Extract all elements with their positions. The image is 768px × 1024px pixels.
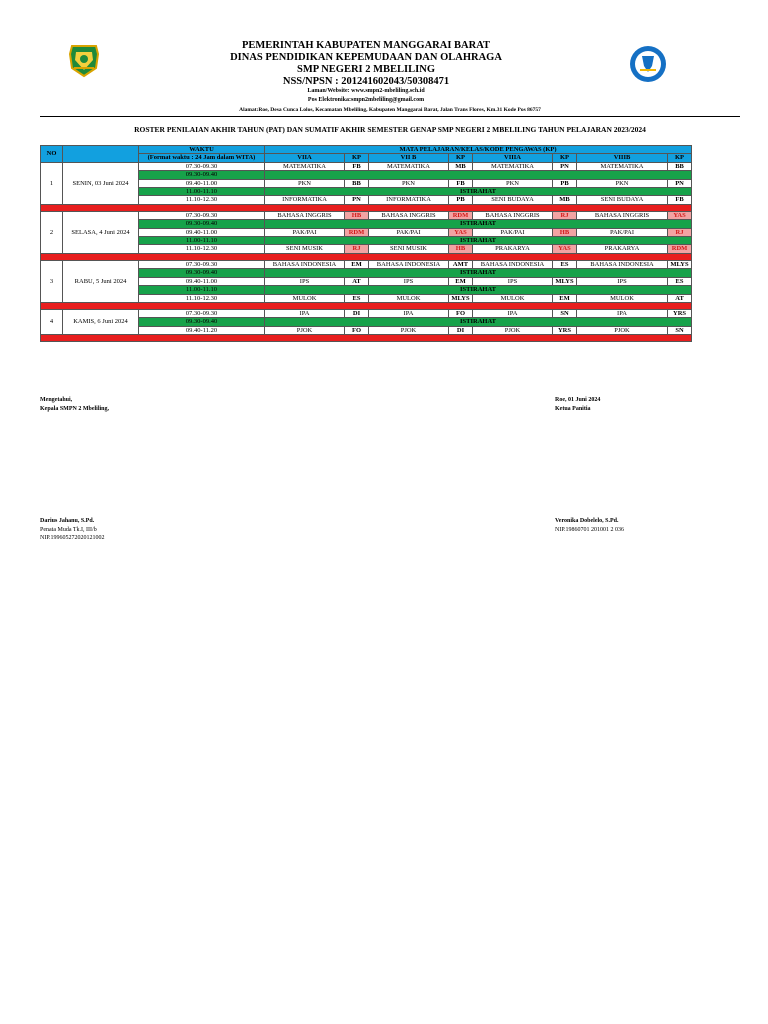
subject-name: IPS (473, 277, 553, 285)
day-separator-row (41, 335, 692, 342)
header-row (41, 146, 692, 154)
day-date: RABU, 5 Juni 2024 (63, 260, 139, 302)
schedule-row (41, 309, 692, 317)
proctor-code: DI (345, 309, 369, 317)
col-day-header (63, 146, 139, 163)
proctor-code: EM (449, 277, 473, 285)
proctor-code: YRS (553, 326, 577, 334)
time-slot: 11.00-11.10 (139, 237, 265, 245)
proctor-code: FB (668, 196, 692, 204)
proctor-code: RJ (668, 228, 692, 236)
time-slot: 07.30-09.30 (139, 211, 265, 219)
subject-name: BAHASA INGGRIS (265, 211, 345, 219)
break-label: ISTIRAHAT (265, 286, 692, 294)
class-header: VIIIA (473, 154, 553, 162)
subject-name: SENI MUSIK (265, 245, 345, 253)
subject-name: BAHASA INGGRIS (577, 211, 668, 219)
subject-name: MATEMATIKA (265, 162, 345, 170)
header-nss-line: NSS/NPSN : 201241602043/50308471 (282, 76, 450, 87)
subject-name: PKN (265, 179, 345, 187)
subject-name: IPA (369, 309, 449, 317)
day-date: KAMIS, 6 Juni 2024 (63, 309, 139, 334)
schedule-row (41, 269, 692, 277)
proctor-code: RJ (553, 211, 577, 219)
day-date: SELASA, 4 Juni 2024 (63, 211, 139, 253)
schedule-row (41, 228, 692, 236)
separator-cell (41, 302, 692, 309)
time-slot: 07.30-09.30 (139, 162, 265, 170)
proctor-code: RDM (668, 245, 692, 253)
roster-table (40, 145, 692, 342)
proctor-code: PN (345, 196, 369, 204)
subject-name: PJOK (577, 326, 668, 334)
time-slot: 09.30-09.40 (139, 269, 265, 277)
day-number: 4 (41, 309, 63, 334)
break-label: ISTIRAHAT (265, 188, 692, 196)
proctor-code: MB (553, 196, 577, 204)
proctor-code: YAS (668, 211, 692, 219)
col-no-header: NO (41, 146, 63, 163)
subject-name: PAK/PAI (369, 228, 449, 236)
subject-name: PKN (577, 179, 668, 187)
subject-name: MULOK (369, 294, 449, 302)
time-slot: 09.30-09.40 (139, 220, 265, 228)
schedule-row (41, 196, 692, 204)
proctor-code: HB (553, 228, 577, 236)
break-label: ISTIRAHAT (265, 237, 692, 245)
right-signature-block (555, 396, 600, 413)
time-slot: 07.30-09.30 (139, 260, 265, 268)
schedule-row (41, 162, 692, 170)
proctor-code: BB (668, 162, 692, 170)
separator-cell (41, 204, 692, 211)
subject-name: BAHASA INGGRIS (473, 211, 553, 219)
document-title: ROSTER PENILAIAN AKHIR TAHUN (PAT) DAN SUMATIF AKHIR SEMESTER GENAP SMP NEGERI 2 MBELILING TAHUN PELAJARAN 2023/2024 (134, 125, 646, 134)
class-header: VIIA (265, 154, 345, 162)
schedule-row (41, 220, 692, 228)
kp-header: KP (668, 154, 692, 162)
time-slot: 09.40-11.20 (139, 326, 265, 334)
subject-name: BAHASA INDONESIA (265, 260, 345, 268)
time-slot: 11.10-12.30 (139, 196, 265, 204)
time-slot: 11.10-12.30 (139, 294, 265, 302)
header-row (41, 154, 692, 162)
proctor-code: AMT (449, 260, 473, 268)
schedule-row (41, 245, 692, 253)
schedule-row (41, 188, 692, 196)
left-sign-title2: Kepala SMPN 2 Mbeliling, (40, 405, 109, 412)
subject-name: BAHASA INDONESIA (577, 260, 668, 268)
proctor-code: HB (449, 245, 473, 253)
subject-name: SENI BUDAYA (577, 196, 668, 204)
day-number: 1 (41, 162, 63, 204)
proctor-code: HB (345, 211, 369, 219)
left-signer-rank: Penata Muda Tk.I, III/b (40, 526, 97, 533)
proctor-code: AT (345, 277, 369, 285)
day-date: SENIN, 03 Juni 2024 (63, 162, 139, 204)
subject-name: IPA (577, 309, 668, 317)
proctor-code: PB (553, 179, 577, 187)
day-separator-row (41, 204, 692, 211)
proctor-code: MB (449, 162, 473, 170)
proctor-code: PB (449, 196, 473, 204)
break-label: ISTIRAHAT (265, 220, 692, 228)
subject-name: PJOK (369, 326, 449, 334)
subject-name: PAK/PAI (473, 228, 553, 236)
break-band (265, 171, 692, 179)
subject-name: PKN (473, 179, 553, 187)
time-slot: 09.30-09.40 (139, 318, 265, 326)
subject-name: MULOK (265, 294, 345, 302)
break-label: ISTIRAHAT (265, 318, 692, 326)
proctor-code: YRS (668, 309, 692, 317)
proctor-code: EM (345, 260, 369, 268)
class-header: VIIIB (577, 154, 668, 162)
col-mapel-header: MATA PELAJARAN/KELAS/KODE PENGAWAS (KP) (265, 146, 692, 154)
right-sign-role: Ketua Panitia (555, 405, 591, 412)
kp-header: KP (345, 154, 369, 162)
right-sign-date: Roe, 01 Juni 2024 (555, 397, 601, 403)
left-sign-title1: Mengetahui, (40, 397, 73, 403)
proctor-code: BB (345, 179, 369, 187)
proctor-code: DI (449, 326, 473, 334)
tut-wuri-handayani-emblem-icon (628, 44, 668, 84)
time-slot: 11.00-11.10 (139, 188, 265, 196)
proctor-code: YAS (553, 245, 577, 253)
proctor-code: MLYS (553, 277, 577, 285)
proctor-code: FB (449, 179, 473, 187)
time-slot: 09.30-09.40 (139, 171, 265, 179)
subject-name: PRAKARYA (473, 245, 553, 253)
subject-name: MULOK (577, 294, 668, 302)
subject-name: PJOK (473, 326, 553, 334)
subject-name: SENI BUDAYA (473, 196, 553, 204)
schedule-row (41, 179, 692, 187)
right-signer-nip: NIP.19860701 201001 2 036 (555, 526, 625, 533)
left-signer-name: Darius Jahanu, S.Pd. (40, 518, 95, 524)
schedule-row (41, 294, 692, 302)
class-header: VII B (369, 154, 449, 162)
break-label: ISTIRAHAT (265, 269, 692, 277)
proctor-code: ES (668, 277, 692, 285)
left-signer-nip: NIP.199605272020121002 (40, 535, 105, 541)
time-slot: 09.40-11.00 (139, 228, 265, 236)
header-divider (40, 116, 740, 117)
proctor-code: RDM (449, 211, 473, 219)
time-slot: 07.30-09.30 (139, 309, 265, 317)
subject-name: MULOK (473, 294, 553, 302)
kp-header: KP (553, 154, 577, 162)
subject-name: PAK/PAI (265, 228, 345, 236)
proctor-code: FO (345, 326, 369, 334)
proctor-code: MLYS (668, 260, 692, 268)
proctor-code: PN (553, 162, 577, 170)
time-slot: 09.40-11.00 (139, 277, 265, 285)
time-slot: 11.10-12.30 (139, 245, 265, 253)
schedule-row (41, 326, 692, 334)
proctor-code: MLYS (449, 294, 473, 302)
proctor-code: YAS (449, 228, 473, 236)
subject-name: BAHASA INGGRIS (369, 211, 449, 219)
schedule-row (41, 260, 692, 268)
header-email-line: Pos Elektronika:smpn2mbeliling@gmail.com (307, 97, 425, 103)
subject-name: BAHASA INDONESIA (369, 260, 449, 268)
subject-name: PRAKARYA (577, 245, 668, 253)
schedule-row (41, 237, 692, 245)
kp-header: KP (449, 154, 473, 162)
subject-name: IPS (265, 277, 345, 285)
schedule-row (41, 318, 692, 326)
time-slot: 09.40-11.00 (139, 179, 265, 187)
separator-cell (41, 335, 692, 342)
proctor-code: AT (668, 294, 692, 302)
subject-name: IPS (369, 277, 449, 285)
schedule-row (41, 171, 692, 179)
header-dept-line: DINAS PENDIDIKAN KEPEMUDAAN DAN OLAHRAGA (230, 52, 502, 63)
proctor-code: RJ (345, 245, 369, 253)
left-signature-block (40, 396, 109, 413)
subject-name: BAHASA INDONESIA (473, 260, 553, 268)
day-number: 2 (41, 211, 63, 253)
subject-name: PKN (369, 179, 449, 187)
header-gov-line: PEMERINTAH KABUPATEN MANGGARAI BARAT (241, 40, 491, 51)
subject-name: MATEMATIKA (369, 162, 449, 170)
proctor-code: ES (553, 260, 577, 268)
left-signer-block (40, 517, 105, 543)
subject-name: INFORMATIKA (265, 196, 345, 204)
proctor-code: FB (345, 162, 369, 170)
subject-name: MATEMATIKA (473, 162, 553, 170)
right-signer-block (555, 517, 624, 534)
proctor-code: FO (449, 309, 473, 317)
day-separator-row (41, 302, 692, 309)
day-number: 3 (41, 260, 63, 302)
proctor-code: ES (345, 294, 369, 302)
time-slot: 11.00-11.10 (139, 286, 265, 294)
regency-emblem-icon (66, 42, 102, 78)
header-website-line: Laman/Website: www.smpn2-mbeliling.sch.id (307, 88, 425, 94)
subject-name: IPA (265, 309, 345, 317)
proctor-code: SN (553, 309, 577, 317)
subject-name: PAK/PAI (577, 228, 668, 236)
subject-name: MATEMATIKA (577, 162, 668, 170)
subject-name: PJOK (265, 326, 345, 334)
col-waktu-note: (Format waktu : 24 Jam dalam WITA) (139, 154, 265, 162)
separator-cell (41, 253, 692, 260)
schedule-row (41, 211, 692, 219)
subject-name: INFORMATIKA (369, 196, 449, 204)
day-separator-row (41, 253, 692, 260)
header-address-line: Alamat:Roe, Desa Cunca Lolos, Kecamatan Mbeliling, Kabupaten Manggarai Barat, Jalan Trans Flores, Km.31 Kode Pos 86757 (239, 107, 541, 113)
right-signer-name: Veronika Dobelelo, S.Pd. (555, 518, 619, 524)
subject-name: IPS (577, 277, 668, 285)
col-waktu-header: WAKTU (139, 146, 265, 154)
proctor-code: SN (668, 326, 692, 334)
proctor-code: EM (553, 294, 577, 302)
schedule-row (41, 286, 692, 294)
schedule-row (41, 277, 692, 285)
subject-name: SENI MUSIK (369, 245, 449, 253)
proctor-code: PN (668, 179, 692, 187)
proctor-code: RDM (345, 228, 369, 236)
subject-name: IPA (473, 309, 553, 317)
header-school-line: SMP NEGERI 2 MBELILING (297, 64, 435, 75)
